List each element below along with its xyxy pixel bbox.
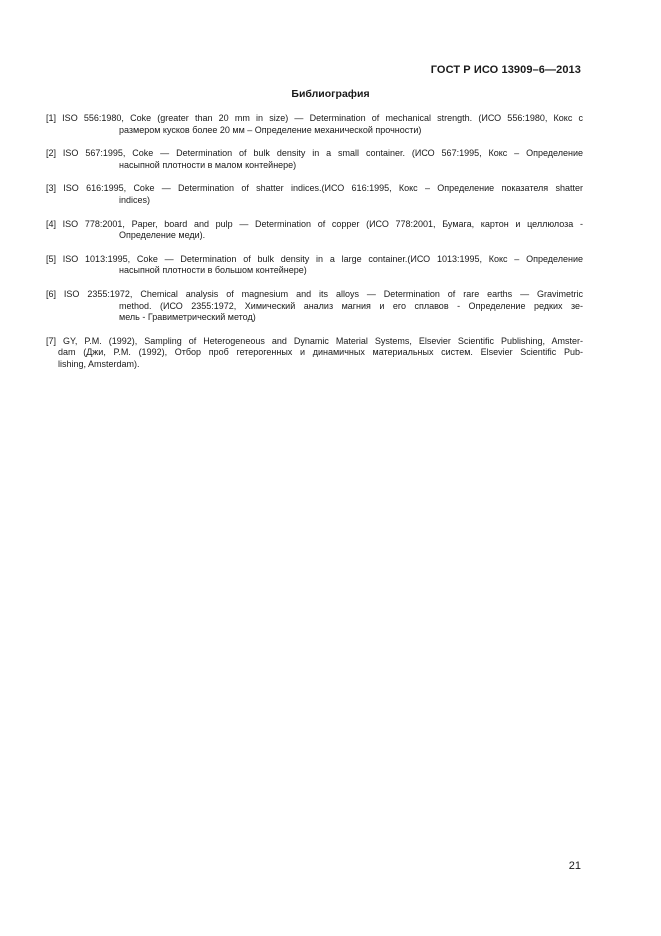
bibliography-item-4 bbox=[46, 219, 583, 242]
document-code: ГОСТ Р ИСО 13909–6—2013 bbox=[430, 64, 581, 76]
bibliography-item-7 bbox=[46, 336, 583, 371]
bibliography-list bbox=[46, 113, 583, 383]
reference-line: Определение меди). bbox=[119, 230, 206, 241]
reference-line: [1] ISO 556:1980, Coke (greater than 20 mm in size) — Determination of mechanical strength. (ИСО 556:1980, Кокс с bbox=[46, 113, 583, 123]
reference-line: [2] ISO 567:1995, Coke — Determination of bulk density in a small container. (ИСО 567:1995, Кокс – Определение bbox=[46, 148, 583, 159]
bibliography-item-1 bbox=[46, 113, 583, 136]
reference-line: [7] GY, P.M. (1992), Sampling of Heterogeneous and Dynamic Material Systems, Elsevier Scientific Publishing, Amster- bbox=[46, 335, 583, 346]
reference-line: method. (ИСО 2355:1972, Химический анализ магния и его сплавов - Определение редких зе- bbox=[119, 300, 583, 311]
reference-line: насыпной плотности в малом контейнере) bbox=[119, 159, 297, 170]
bibliography-item-3 bbox=[46, 183, 583, 206]
reference-line: мель - Гравиметрический метод) bbox=[119, 312, 256, 323]
page-title: Библиография bbox=[291, 88, 370, 100]
reference-line: [5] ISO 1013:1995, Coke — Determination of bulk density in a large container.(ИСО 1013:1995, Кокс – Определение bbox=[46, 253, 583, 264]
reference-line: [4] ISO 778:2001, Paper, board and pulp — Determination of copper (ИСО 778:2001, Бумага, картон и целлюлоза - bbox=[46, 218, 583, 229]
reference-line: dam (Джи, P.M. (1992), Отбор проб гетерогенных и динамичных материальных систем. Elsevier Scientific Pub- bbox=[58, 347, 583, 358]
bibliography-item-2 bbox=[46, 148, 583, 171]
reference-line: [6] ISO 2355:1972, Chemical analysis of magnesium and its alloys — Determination of rare earths — Gravimetric bbox=[46, 288, 583, 299]
reference-line: размером кусков более 20 мм – Определение механической прочности) bbox=[119, 124, 422, 135]
bibliography-item-5 bbox=[46, 254, 583, 277]
page-number: 21 bbox=[568, 860, 581, 872]
bibliography-item-6 bbox=[46, 289, 583, 324]
reference-line: indices) bbox=[119, 194, 151, 205]
reference-line: lishing, Amsterdam). bbox=[58, 358, 140, 369]
reference-line: [3] ISO 616:1995, Coke — Determination of shatter indices.(ИСО 616:1995, Кокс – Определение показателя shatter bbox=[46, 183, 583, 194]
reference-line: насыпной плотности в большом контейнере) bbox=[119, 265, 307, 276]
